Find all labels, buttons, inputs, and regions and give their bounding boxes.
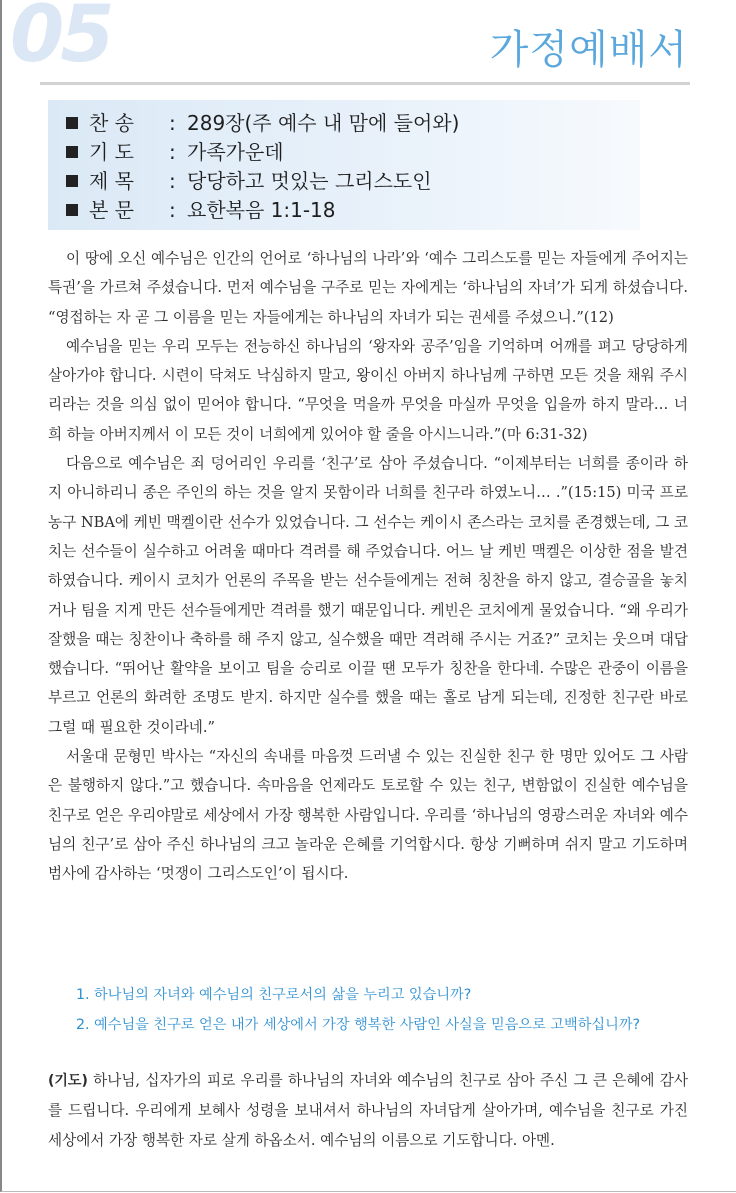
info-label: 본 문	[89, 198, 134, 222]
question-item: 1. 하나님의 자녀와 예수님의 친구로서의 삶을 누리고 있습니까?	[76, 987, 472, 1003]
sermon-paragraph: 이 땅에 오신 예수님은 인간의 언어로 ‘하나님의 나라’와 ‘예수 그리스도를 믿는 자들에게 주어지는 특권’을 가르쳐 주셨습니다. 먼저 예수님을 구주로 믿는 자에게는 ‘하나님의 자녀’가 되게 하셨습니다. “영접하는 자 곧 그 이름을 믿는 자들에게는 하나님의 자녀가 되는 권세를 주셨으니.”(12)	[48, 250, 688, 326]
square-bullet-icon	[66, 175, 78, 187]
info-label: 기 도	[89, 140, 134, 164]
sermon-paragraph: 다음으로 예수님은 죄 덩어리인 우리를 ‘친구’로 삼아 주셨습니다. “이제부터는 너희를 종이라 하지 아니하리니 종은 주인의 하는 것을 알지 못함이라 너희를 친구라 하였노니… .”(15:15) 미국 프로농구 NBA에 케빈 맥켈이란 선수가 있었습니다. 그 선수는 케이시 존스라는 코치를 존경했는데, 그 코치는 선수들이 실수하고 어려울 때마다 격려를 해 주었습니다. 어느 날 케빈 맥켈은 이상한 점을 발견 하였습니다. 케이시 코치가 언론의 주목을 받는 선수들에게는 전혀 칭찬을 하지 않고, 결승골을 놓치거나 팀을 지게 만든 선수들에게만 격려를 했기 때문입니다. 케빈은 코치에게 물었습니다. “왜 우리가 잘했을 때는 칭찬이나 축하를 해 주지 않고, 실수했을 때만 격려해 주시는 거죠?” 코치는 웃으며 대답했습니다. “뛰어난 활약을 보이고 팀을 승리로 이끌 땐 모두가 칭찬을 한다네. 수많은 관중이 이름을 부르고 언론의 화려한 조명도 받지. 하지만 실수를 했을 때는 홀로 남게 되는데, 진정한 친구란 바로 그럴 때 필요한 것이라네.”	[48, 455, 688, 736]
question-item: 2. 예수님을 친구로 얻은 내가 세상에서 가장 행복한 사람인 사실을 믿음으로 고백하십니까?	[76, 1017, 641, 1033]
info-label: 제 목	[89, 169, 134, 193]
info-value: 289장(주 예수 내 맘에 들어와)	[187, 111, 460, 135]
info-label: 찬 송	[89, 111, 134, 135]
info-row-subject	[66, 168, 432, 195]
page-title: 가정예배서	[489, 27, 688, 73]
info-colon: :	[169, 111, 176, 135]
page-number: 05	[10, 0, 111, 80]
header-divider	[40, 82, 690, 85]
info-colon: :	[169, 140, 176, 164]
square-bullet-icon	[66, 204, 78, 216]
info-value: 당당하고 멋있는 그리스도인	[187, 169, 432, 193]
prayer-label: (기도)	[48, 1073, 88, 1089]
closing-prayer	[48, 1066, 688, 1156]
discussion-questions	[76, 980, 696, 1040]
info-colon: :	[169, 169, 176, 193]
worship-info-box	[48, 100, 640, 230]
info-row-scripture	[66, 197, 336, 224]
info-row-prayer	[66, 139, 284, 166]
info-row-hymn	[66, 110, 459, 137]
sermon-body	[48, 244, 688, 889]
prayer-text: 하나님, 십자가의 피로 우리를 하나님의 자녀와 예수님의 친구로 삼아 주신 그 큰 은혜에 감사를 드립니다. 우리에게 보혜사 성령을 보내셔서 하나님의 자녀답게 살아가며, 예수님을 친구로 가진 세상에서 가장 행복한 자로 살게 하옵소서. 예수님의 이름으로 기도합니다. 아멘.	[48, 1072, 688, 1149]
sermon-paragraph: 예수님을 믿는 우리 모두는 전능하신 하나님의 ‘왕자와 공주’임을 기억하며 어깨를 펴고 당당하게 살아가야 합니다. 시련이 닥쳐도 낙심하지 말고, 왕이신 아버지 하나님께 구하면 모든 것을 채워 주시리라는 것을 의심 없이 믿어야 합니다. “무엇을 먹을까 무엇을 마실까 무엇을 입을까 하지 말라… 너희 하늘 아버지께서 이 모든 것이 너희에게 있어야 할 줄을 아시느니라.”(마 6:31-32)	[48, 337, 688, 443]
square-bullet-icon	[66, 146, 78, 158]
info-colon: :	[169, 198, 176, 222]
info-value: 가족가운데	[187, 140, 284, 164]
square-bullet-icon	[66, 117, 78, 129]
info-value: 요한복음 1:1-18	[187, 198, 336, 222]
sermon-paragraph: 서울대 문형민 박사는 “자신의 속내를 마음껏 드러낼 수 있는 진실한 친구 한 명만 있어도 그 사람은 불행하지 않다.”고 했습니다. 속마음을 언제라도 토로할 수 있는 친구, 변함없이 진실한 예수님을 친구로 얻은 우리야말로 세상에서 가장 행복한 사람입니다. 우리를 ‘하나님의 영광스러운 자녀와 예수님의 친구’로 삼아 주신 하나님의 크고 놀라운 은혜를 기억합시다. 항상 기뻐하며 쉬지 말고 기도하며 범사에 감사하는 ‘멋쟁이 그리스도인’이 됩시다.	[48, 748, 688, 883]
